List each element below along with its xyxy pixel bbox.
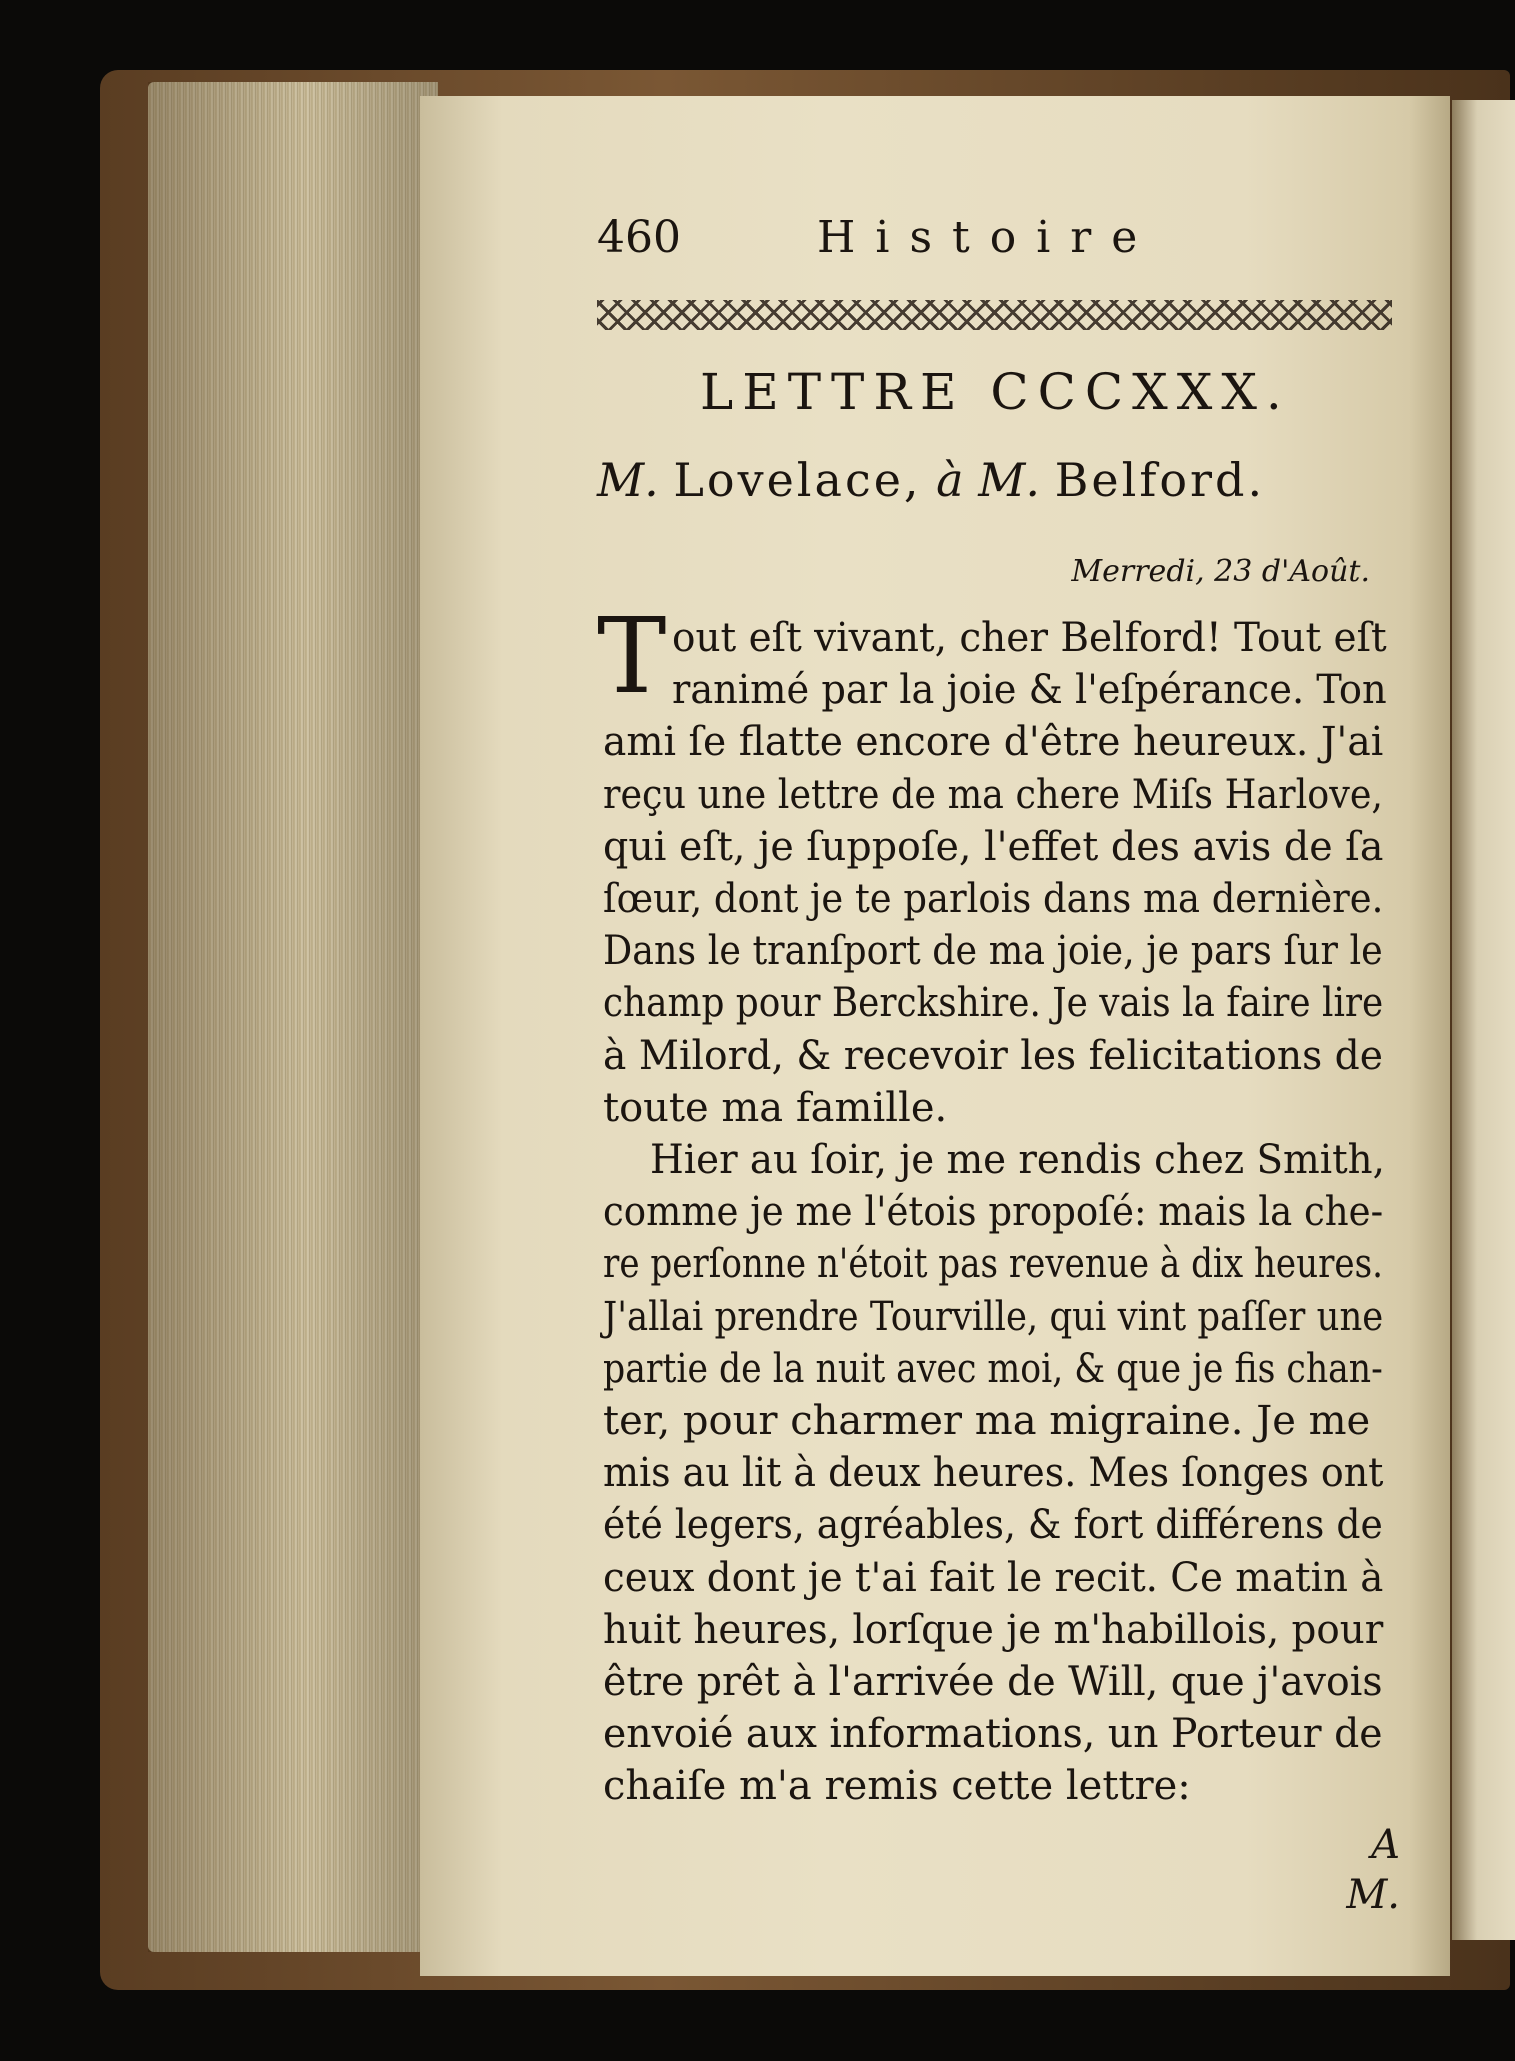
body-line: envoié aux informations, un Porteur de [603, 1711, 1383, 1758]
body-line: ami ſe flatte encore d'être heureux. J'ai [603, 719, 1384, 766]
page-number: 460 [597, 212, 681, 263]
body-line: Dans le tranſport de ma joie, je pars ſur le [603, 928, 1383, 975]
body-line: être prêt à l'arrivée de Will, que j'avois [603, 1659, 1383, 1705]
body-line: ſœur, dont je te parlois dans ma dernière. [603, 876, 1384, 922]
body-line: partie de la nuit avec moi, & que je fis chan- [603, 1345, 1383, 1392]
body-line: champ pour Berckshire. Je vais la faire lire [603, 980, 1384, 1027]
recipient-name: Belford. [1054, 453, 1266, 507]
letter-address [597, 450, 1407, 510]
drop-cap: T [597, 595, 667, 717]
body-line: J'allai prendre Tourville, qui vint paſſer une [603, 1293, 1384, 1340]
sender-name: Lovelace, [673, 453, 922, 507]
body-line: Hier au ſoir, je me rendis chez Smith, [650, 1137, 1385, 1183]
running-head [597, 208, 1397, 268]
body-line: ranimé par la joie & l'eſpérance. Ton [672, 667, 1387, 714]
right-page-edge [1452, 100, 1515, 1940]
body-line: été legers, agréables, & fort différens de [603, 1502, 1383, 1549]
address-to: à M. [921, 453, 1055, 507]
body-line: comme je me l'étois propoſé: mais la che- [603, 1189, 1384, 1236]
body-line: ter, pour charmer ma migraine. Je me [603, 1398, 1371, 1444]
body-line: ceux dont je t'ai fait le recit. Ce matin à [603, 1554, 1384, 1601]
ornamental-rule [597, 300, 1392, 330]
catchword: A M. [1346, 1822, 1400, 1918]
body-line: toute ma famille. [603, 1084, 948, 1131]
body-line: à Milord, & recevoir les felicitations de [603, 1032, 1383, 1079]
running-title: Histoire [817, 212, 1158, 263]
body-line: re perſonne n'étoit pas revenue à dix heures. [603, 1241, 1384, 1288]
page-edges-shadow [148, 82, 438, 1952]
address-prefix: M. [597, 453, 674, 507]
body-line: qui eſt, je ſuppoſe, l'effet des avis de ſa [603, 823, 1384, 870]
body-line: huit heures, lorſque je m'habillois, pour [603, 1606, 1384, 1653]
letter-date: Merredi, 23 d'Août. [1071, 554, 1370, 589]
body-line: reçu une lettre de ma chere Miſs Harlove, [603, 771, 1384, 818]
body-line: mis au lit à deux heures. Mes ſonges ont [603, 1450, 1384, 1497]
letter-heading: LETTRE CCCXXX. [700, 363, 1291, 421]
body-line: chaiſe m'a remis cette lettre: [603, 1763, 1191, 1810]
body-line: out eſt vivant, cher Belford! Tout eſt [672, 615, 1387, 661]
